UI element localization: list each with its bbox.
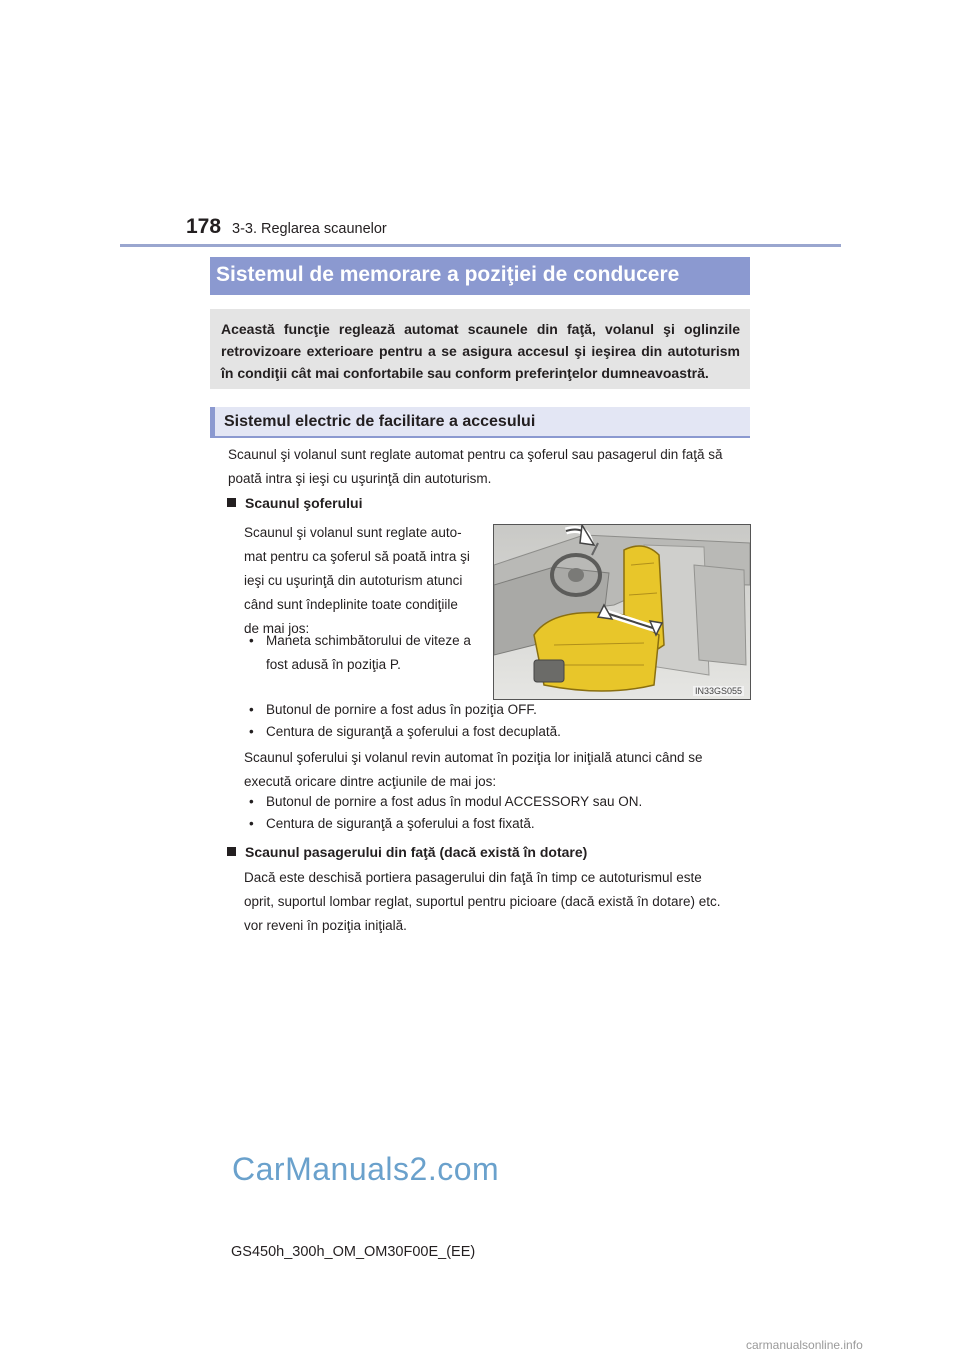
footer-model-code: GS450h_300h_OM_OM30F00E_(EE) (231, 1244, 476, 1260)
bullet-icon: • (249, 794, 254, 809)
text-line: Butonul de pornire a fost adus în poziţia OFF. (266, 702, 537, 717)
text-line: Dacă este deschisă portiera pasagerului din faţă în timp ce autoturismul este (244, 870, 702, 885)
text-line: Centura de siguranţă a şoferului a fost decuplată. (266, 724, 561, 739)
text-line: execută oricare dintre acţiunile de mai jos: (244, 774, 497, 789)
subsection-title: Sistemul electric de facilitare a accesului (224, 413, 536, 430)
driver-description (244, 521, 479, 641)
heading-text: Scaunul pasagerului din faţă (dacă există în dotare) (245, 844, 588, 860)
text-line: Butonul de pornire a fost adus în modul ACCESSORY sau ON. (266, 794, 643, 809)
text-line: de mai jos: (244, 621, 310, 636)
passenger-seat-heading (227, 840, 587, 864)
intro-text: Această funcţie reglează automat scaunele din faţă, volanul şi oglinzile retrovizoare exterioare pentru a se asigura accesul şi ieşirea din autoturism în condiţii cât mai confortabile sau conform preferinţelor dumneavoastră. (221, 321, 740, 381)
return-item (249, 790, 642, 814)
text-line: mat pentru ca şoferul să poată intra şi (244, 549, 470, 564)
text-line: poată intra şi ieşi cu uşurinţă din autoturism. (228, 471, 492, 486)
text-line: ieşi cu uşurinţă din autoturism atunci (244, 573, 463, 588)
car-interior-drawing (494, 525, 750, 699)
subsection-accent (210, 407, 215, 437)
return-paragraph (244, 746, 746, 794)
bullet-icon: • (249, 702, 254, 717)
header-rule (120, 244, 841, 247)
text-line: Scaunul şi volanul sunt reglate automat pentru ca şoferul sau pasagerul din faţă să (228, 447, 723, 462)
section-title: 3-3. Reglarea scaunelor (232, 221, 387, 237)
return-item (249, 812, 535, 836)
text-line: fost adusă în poziţia P. (266, 657, 401, 672)
text-line: Maneta schimbătorului de viteze a (266, 633, 471, 648)
driver-seat-heading (227, 491, 362, 515)
page-number: 178 (186, 215, 222, 238)
square-bullet-icon (227, 498, 236, 507)
paragraph-intro (228, 443, 748, 491)
square-bullet-icon (227, 847, 236, 856)
bullet-icon: • (249, 724, 254, 739)
text-line: Centura de siguranţă a şoferului a fost fixată. (266, 816, 535, 831)
text-line: vor reveni în poziţia iniţială. (244, 918, 407, 933)
condition-item (249, 720, 561, 744)
page-title: Sistemul de memorare a poziţiei de conducere (216, 263, 680, 286)
bullet-icon: • (249, 633, 254, 648)
heading-text: Scaunul şoferului (245, 495, 363, 511)
condition-item (249, 629, 481, 677)
figure-code: IN33GS055 (694, 686, 742, 696)
text-line: când sunt îndeplinite toate condiţiile (244, 597, 458, 612)
bullet-icon: • (249, 816, 254, 831)
text-line: Scaunul şoferului şi volanul revin automat în poziţia lor iniţială atunci când se (244, 750, 703, 765)
text-line: Scaunul şi volanul sunt reglate auto- (244, 525, 462, 540)
text-line: oprit, suportul lombar reglat, suportul pentru picioare (dacă există în dotare) etc. (244, 894, 721, 909)
subsection-underline (210, 436, 750, 438)
passenger-paragraph (244, 866, 746, 938)
bottom-watermark: carmanualsonline.info (746, 1338, 863, 1352)
condition-item (249, 698, 537, 722)
seat-illustration (493, 524, 751, 700)
carmanuals-watermark: CarManuals2.com (232, 1151, 500, 1187)
